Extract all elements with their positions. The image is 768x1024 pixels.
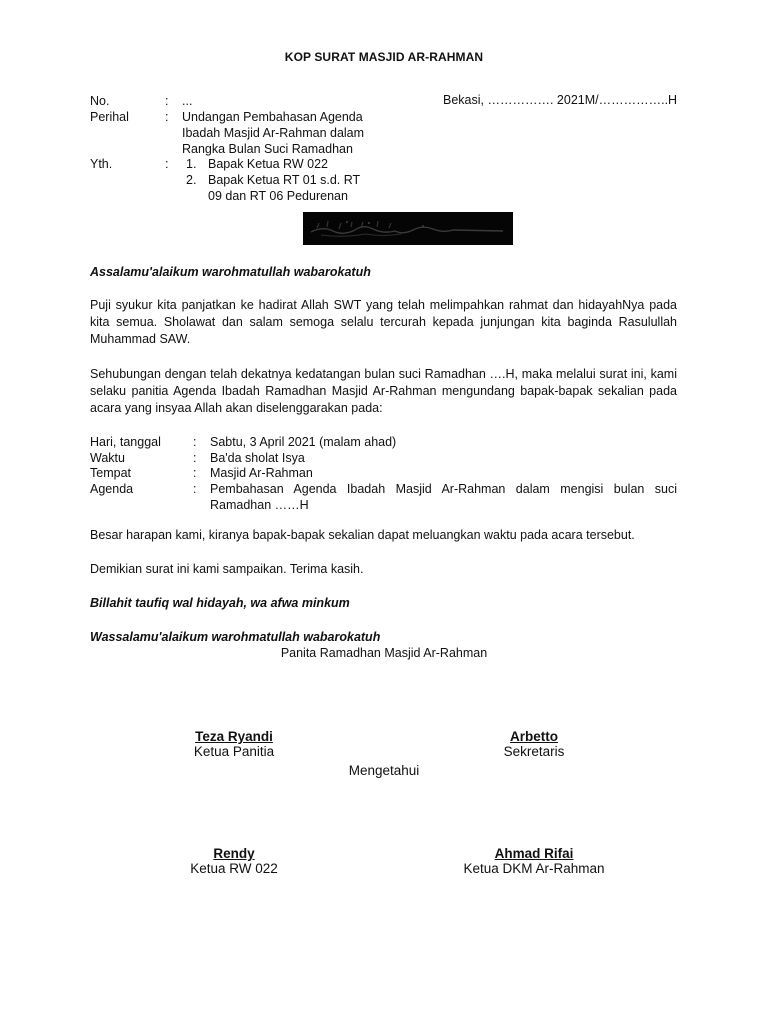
no-value: ... [182, 94, 193, 108]
colon: : [193, 466, 197, 480]
signatory-title: Ketua Panitia [193, 744, 275, 759]
signature-block [434, 846, 634, 876]
signature-block [454, 729, 614, 759]
detail-row [90, 466, 677, 482]
perihal-label: Perihal [90, 110, 129, 124]
paragraph-closing: Demikian surat ini kami sampaikan. Terima kasih. [90, 562, 364, 576]
detail-value: Sabtu, 3 April 2021 (malam ahad) [210, 435, 397, 449]
event-details [90, 435, 677, 515]
signature-block [154, 846, 314, 876]
perihal-line: Ibadah Masjid Ar-Rahman dalam [182, 126, 365, 140]
recipient-item [186, 172, 386, 204]
meta-perihal-row [90, 109, 390, 157]
letter-meta [90, 93, 390, 203]
signatory-name: Ahmad Rifai [494, 846, 574, 861]
closing-salam: Wassalamu'alaikum warohmatullah wabarokatuh [90, 630, 381, 644]
detail-label: Tempat [90, 466, 131, 480]
signatory-name: Teza Ryandi [195, 729, 273, 744]
signatory-title: Sekretaris [503, 744, 565, 759]
closing-prayer: Billahit taufiq wal hidayah, wa afwa minkum [90, 596, 350, 610]
place-date: Bekasi, ……………. 2021M/……………..H [443, 93, 678, 107]
committee-name: Panita Ramadhan Masjid Ar-Rahman [280, 646, 488, 660]
perihal-line: Rangka Bulan Suci Ramadhan [182, 142, 353, 156]
yth-label: Yth. [90, 157, 113, 171]
colon: : [193, 482, 197, 496]
recipient-line: Bapak Ketua RW 022 [208, 157, 328, 171]
no-label: No. [90, 94, 110, 108]
recipient-number: 2. [186, 173, 197, 187]
meta-yth-row [90, 156, 390, 204]
detail-value: Ba'da sholat Isya [210, 451, 305, 465]
recipient-list [186, 156, 386, 204]
paragraph-opening: Puji syukur kita panjatkan ke hadirat Allah SWT yang telah melimpahkan rahmat dan hidayahNya pada kita semua. Sholawat dan salam semoga selalu tercurah kepada junjungan kita baginda Rasulullah Muhammad SAW. [90, 298, 677, 346]
signatory-title: Ketua RW 022 [190, 861, 278, 876]
paragraph-hope: Besar harapan kami, kiranya bapak-bapak sekalian dapat meluangkan waktu pada acara tersebut. [90, 528, 635, 542]
detail-row [90, 482, 677, 514]
letterhead-title: KOP SURAT MASJID AR-RAHMAN [284, 50, 484, 64]
colon: : [165, 110, 169, 124]
detail-label: Agenda [90, 482, 134, 496]
bismillah-calligraphy-image [303, 212, 513, 245]
detail-value: Masjid Ar-Rahman [210, 466, 313, 480]
signature-block [154, 729, 314, 759]
detail-label: Waktu [90, 451, 125, 465]
colon: : [193, 451, 197, 465]
detail-row [90, 451, 677, 467]
colon: : [165, 94, 169, 108]
recipient-line: Bapak Ketua RT 01 s.d. RT [208, 173, 361, 187]
recipient-line: 09 dan RT 06 Pedurenan [208, 189, 348, 203]
recipient-number: 1. [186, 157, 197, 171]
signatory-title: Ketua DKM Ar-Rahman [463, 861, 605, 876]
mengetahui-label: Mengetahui [348, 763, 420, 778]
paragraph-invitation: Sehubungan dengan telah dekatnya kedatangan bulan suci Ramadhan ….H, maka melalui surat ini, kami selaku panitia Agenda Ibadah Ramadhan Masjid Ar-Rahman mengundang bapak-bapak sekalian pada acara yang insyaa Allah akan diselenggarakan pada: [90, 367, 677, 415]
signatory-name: Arbetto [510, 729, 558, 744]
meta-no-row [90, 93, 390, 109]
colon: : [193, 435, 197, 449]
recipient-item [186, 156, 386, 172]
perihal-line: Undangan Pembahasan Agenda [182, 110, 363, 124]
detail-value: Pembahasan Agenda Ibadah Masjid Ar-Rahman dalam mengisi bulan suci Ramadhan ……H [210, 482, 677, 512]
greeting: Assalamu'alaikum warohmatullah wabarokatuh [90, 265, 371, 279]
colon: : [165, 157, 169, 171]
detail-row [90, 435, 677, 451]
signatory-name: Rendy [213, 846, 255, 861]
perihal-value [182, 109, 382, 157]
detail-label: Hari, tanggal [90, 435, 161, 449]
